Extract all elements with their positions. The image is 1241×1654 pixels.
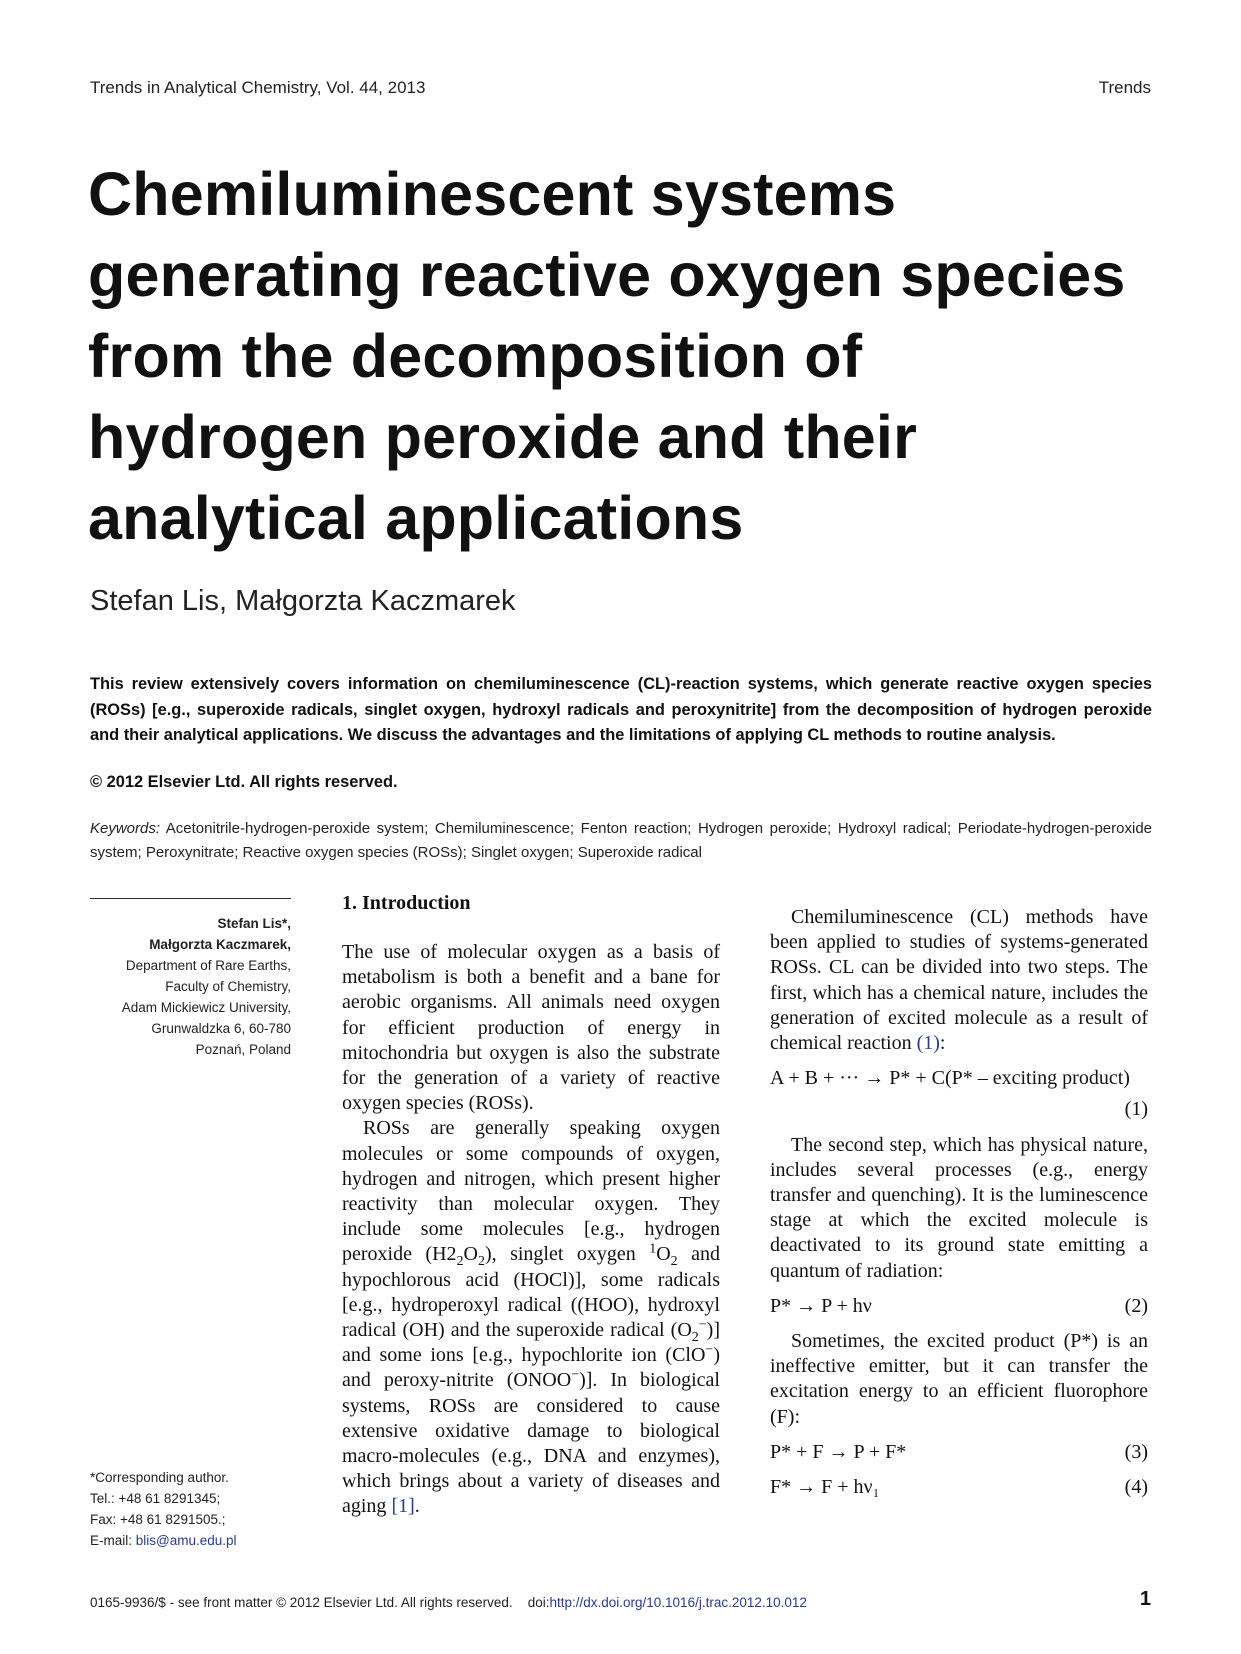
body-column-left — [342, 940, 720, 1520]
footnote-email: E-mail: blis@amu.edu.pl — [90, 1533, 237, 1548]
equation-expression: F* → F + hν₁ — [770, 1476, 880, 1499]
author-name: Małgorzta Kaczmarek, — [149, 937, 291, 952]
keywords-text: Acetonitrile-hydrogen-peroxide system; Chemiluminescence; Fenton reaction; Hydrogen peroxide; Hydroxyl radical; Periodate-hydrogen-peroxide system; Peroxynitrate; Reactive oxygen species (ROSs); Singlet oxygen; Superoxide radical — [90, 820, 1153, 861]
issn-notice: 0165-9936/$ - see front matter © 2012 Elsevier Ltd. All rights reserved. — [90, 1595, 513, 1610]
cl-paragraph-1: Chemiluminescence (CL) methods have been applied to studies of systems-generated ROSs. CL can be divided into two steps. The first, which has a chemical nature, includes the generation of excited molecule as a result of chemical reaction (1): — [770, 906, 1148, 1055]
email-link[interactable]: blis@amu.edu.pl — [135, 1533, 237, 1548]
page-number: 1 — [1139, 1588, 1151, 1610]
section-header: Trends — [1098, 78, 1151, 97]
keywords-label: Keywords: — [90, 820, 161, 837]
doi-link[interactable]: http://dx.doi.org/10.1016/j.trac.2012.10.012 — [549, 1595, 807, 1610]
equation-expression: P* + F → P + F* — [770, 1440, 907, 1463]
doi-label: doi: — [527, 1595, 550, 1610]
title-line: analytical applications — [88, 484, 744, 552]
equation-3 — [770, 1440, 1148, 1465]
journal-header: Trends in Analytical Chemistry, Vol. 44, 2013 — [90, 78, 426, 97]
intro-paragraph-2: ROSs are generally speaking oxygen molecules or some compounds of oxygen, hydrogen and nitrogen, which present higher reactivity than molecular oxygen. They include some molecules [e.g., hydrogen peroxide $(H2_2O_2)$, singlet oxygen $^1O_2$ and hypochlorous acid (HOCl)], some radicals [e.g., hydroperoxyl radical ((HOO), hydroxyl radical (OH) and the superoxide radical $(O_2^-)$] and some ions [e.g., hypochlorite ion (ClO−) and peroxy-nitrite (ONOO−)]. In biological systems, ROSs are considered to cause extensive oxidative damage to biological macro-molecules (e.g., DNA and enzymes), which brings about a variety of diseases and aging [1]. — [342, 1117, 720, 1518]
equation-number: (3) — [1124, 1440, 1148, 1463]
section-heading: 1. Introduction — [342, 892, 471, 914]
affiliation-line: Poznań, Poland — [195, 1042, 291, 1057]
copyright-notice: © 2012 Elsevier Ltd. All rights reserved. — [90, 773, 398, 791]
article-title — [88, 154, 1168, 559]
affiliation-divider — [90, 898, 291, 899]
equation-expression: A + B + ··· → P* + C(P* – exciting product) — [770, 1067, 1130, 1090]
affiliation-line: Adam Mickiewicz University, — [121, 1000, 291, 1015]
body-column-right — [770, 905, 1148, 1510]
equation-number: (4) — [1124, 1476, 1148, 1499]
equation-1 — [770, 1066, 1148, 1122]
footnote-corresponding: *Corresponding author. — [90, 1470, 229, 1485]
title-line: hydrogen peroxide and their — [88, 403, 918, 471]
abstract: This review extensively covers information on chemiluminescence (CL)-reaction systems, which generate reactive oxygen species (ROSs) [e.g., superoxide radicals, singlet oxygen, hydroxyl radicals and peroxynitrite] from the decomposition of hydrogen peroxide and their analytical applications. We discuss the advantages and the limitations of applying CL methods to routine analysis. — [90, 675, 1152, 744]
affiliation-line: Department of Rare Earths, — [125, 958, 291, 973]
equation-number: (1) — [1124, 1098, 1148, 1121]
equation-expression: P* → P + hν — [770, 1294, 872, 1317]
equation-2 — [770, 1294, 1148, 1319]
equation-link[interactable]: (1) — [916, 1032, 940, 1055]
citation-link[interactable]: [1] — [391, 1495, 415, 1518]
corresponding-footnote — [90, 1467, 291, 1551]
affiliation-block — [90, 913, 291, 1060]
intro-paragraph-1: The use of molecular oxygen as a basis of metabolism is both a benefit and a bane for aerobic organisms. All animals need oxygen for efficient production of energy in mitochondria but oxygen is also the substrate for the generation of a variety of reactive oxygen species (ROSs). — [342, 941, 720, 1115]
cl-paragraph-3: Sometimes, the excited product (P*) is an ineffective emitter, but it can transfer the excitation energy to an efficient fluorophore (F): — [770, 1330, 1148, 1428]
title-line: Chemiluminescent systems — [88, 160, 897, 228]
author-name: Stefan Lis*, — [217, 916, 291, 931]
keywords — [90, 817, 1152, 865]
affiliation-line: Faculty of Chemistry, — [165, 979, 291, 994]
title-line: generating reactive oxygen species — [88, 241, 1126, 309]
affiliation-line: Grunwaldzka 6, 60-780 — [151, 1021, 291, 1036]
title-line: from the decomposition of — [88, 322, 863, 390]
author-list: Stefan Lis, Małgorzta Kaczmarek — [90, 585, 516, 617]
footnote-tel: Tel.: +48 61 8291345; — [90, 1491, 221, 1506]
cl-paragraph-2: The second step, which has physical nature, includes several processes (e.g., energy transfer and quenching). It is the luminescence stage at which the excited molecule is deactivated to its ground state emitting a quantum of radiation: — [770, 1133, 1148, 1282]
equation-number: (2) — [1124, 1294, 1148, 1317]
footnote-fax: Fax: +48 61 8291505.; — [90, 1512, 226, 1527]
page-footer — [90, 1595, 807, 1610]
equation-4 — [770, 1475, 1148, 1500]
